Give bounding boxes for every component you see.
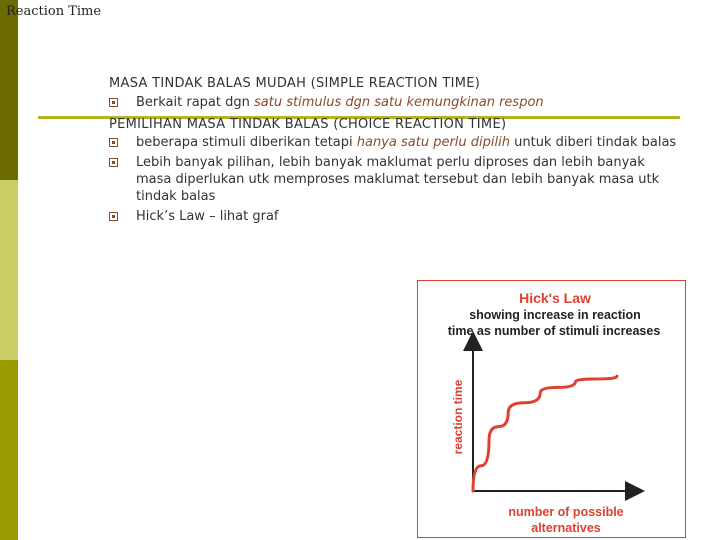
decor-strip-middle: [0, 180, 18, 360]
hicks-law-chart: [417, 280, 686, 538]
series-line-reaction-time: [473, 376, 617, 491]
chart-subtitle-line-1: showing increase in reaction: [469, 308, 641, 322]
chart-svg: [418, 281, 687, 539]
bullet-square-icon: [109, 212, 118, 221]
bullet-choice-1: [109, 134, 679, 151]
chart-title: Hick's Law: [519, 290, 591, 306]
bullet-choice-2-text: Lebih banyak pilihan, lebih banyak maklumat perlu diproses dan lebih banyak masa diperlukan utk memproses maklumat tersebut dan lebih banyak masa utk tindak balas: [136, 155, 660, 204]
decor-strip-top: [0, 0, 18, 180]
bullet-choice-2: [109, 154, 679, 205]
slide-content: [109, 75, 679, 228]
bullet-square-icon: [109, 98, 118, 107]
heading-choice-reaction-time: PEMILIHAN MASA TINDAK BALAS (CHOICE REACTION TIME): [109, 117, 507, 132]
bullet-simple-emphasis: satu stimulus dgn satu kemungkinan respon: [254, 95, 544, 110]
bullet-square-icon: [109, 138, 118, 147]
x-axis-label-line-2: alternatives: [531, 521, 601, 535]
y-axis-label: reaction time: [451, 379, 465, 455]
bullet-choice-1-emphasis: hanya satu perlu dipilih: [356, 135, 510, 150]
bullet-square-icon: [109, 158, 118, 167]
bullet-simple: [109, 94, 679, 111]
chart-subtitle-line-2: time as number of stimuli increases: [447, 324, 661, 338]
bullet-choice-3-text: Hick’s Law – lihat graf: [136, 209, 279, 224]
bullet-simple-text: Berkait rapat dgn: [136, 95, 255, 110]
bullet-choice-3: [109, 208, 679, 225]
bullet-choice-1-after: untuk diberi tindak balas: [509, 135, 677, 150]
bullet-choice-1-before: beberapa stimuli diberikan tetapi: [136, 135, 357, 150]
x-axis-label-line-1: number of possible: [508, 505, 624, 519]
slide-title: Reaction Time: [6, 4, 102, 19]
decor-strip-bottom: [0, 360, 18, 540]
heading-simple-reaction-time: MASA TINDAK BALAS MUDAH (SIMPLE REACTION TIME): [109, 76, 481, 91]
